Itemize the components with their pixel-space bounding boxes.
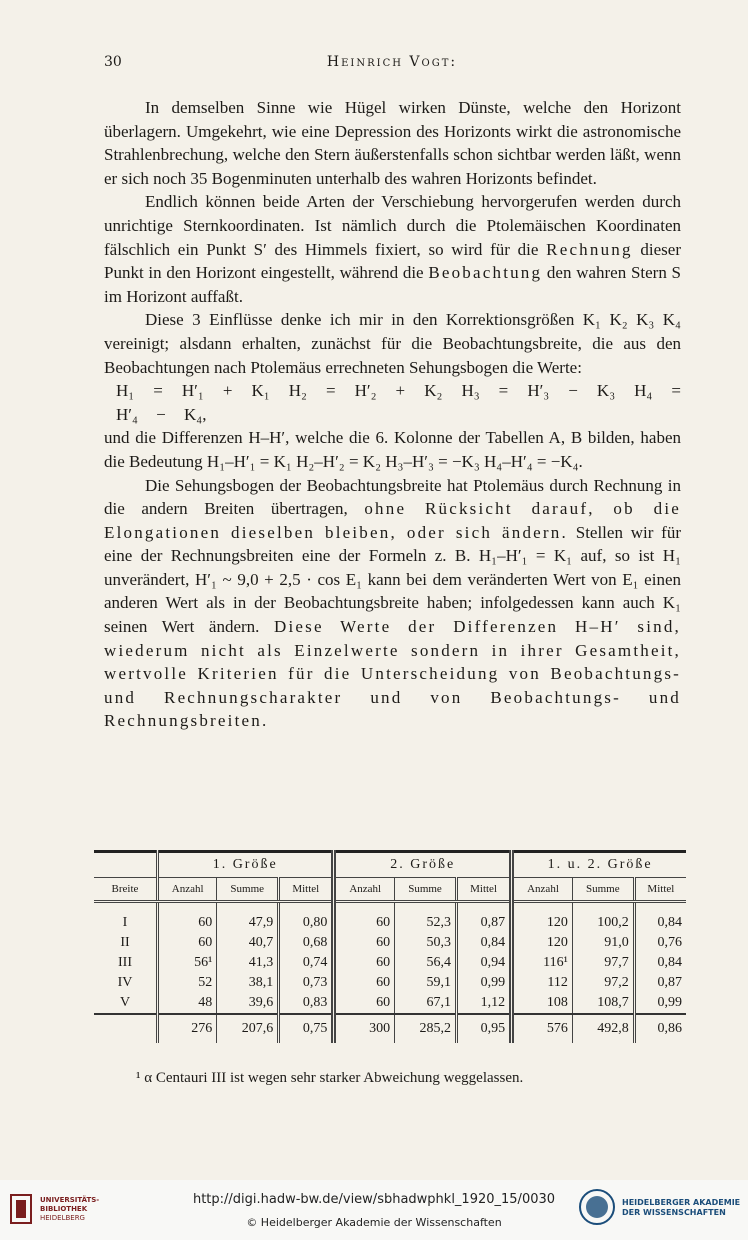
table-cell: 52 xyxy=(158,973,217,993)
table-cell xyxy=(94,1014,158,1043)
table-cell: 207,6 xyxy=(217,1014,279,1043)
table-cell: 56¹ xyxy=(158,953,217,973)
paragraph-2 xyxy=(104,190,681,308)
table-cell: 0,83 xyxy=(279,993,334,1014)
table-cell: 0,76 xyxy=(634,933,686,953)
table-column-header xyxy=(94,878,686,902)
table-cell: 97,2 xyxy=(572,973,634,993)
table-cell: 47,9 xyxy=(217,913,279,933)
table-cell: 100,2 xyxy=(572,913,634,933)
paragraph-1: In demselben Sinne wie Hügel wirken Dünste, welche den Horizont überlagern. Umgekehrt, wie eine Depression des Horizonts wirkt die astronomische Strahlenbrechung, welche den Stern äußerstenfalls schon sichtbar werden läßt, wenn er sich noch 35 Bogenminuten unterhalb des wahren Horizonts befindet. xyxy=(104,98,681,188)
p2-text-a: Endlich können beide Arten der Verschiebung hervorgerufen werden durch unrichtige Sternkoordinaten. Ist nämlich durch die Ptolemäischen Koordinaten fälschlich ein Punkt S′ des Himmels fixiert, so wird für die xyxy=(104,192,681,259)
table-cell: 276 xyxy=(158,1014,217,1043)
col-mittel-3: Mittel xyxy=(634,878,686,902)
paragraph-4: und die Differenzen H–H′, welche die 6. Kolonne der Tabellen A, B bilden, haben die Bedeutung H₁–H′₁ = K₁ H₂–H′₂ = K₂ H₃–H′₃ = −K₃ H₄–H′₄ = −K₄. xyxy=(104,428,681,471)
table-cell: 41,3 xyxy=(217,953,279,973)
table-cell: 97,7 xyxy=(572,953,634,973)
col-mittel-1: Mittel xyxy=(279,878,334,902)
table-cell: 576 xyxy=(512,1014,573,1043)
table-cell: 116¹ xyxy=(512,953,573,973)
table-cell: 60 xyxy=(334,953,395,973)
table-cell: 50,3 xyxy=(395,933,457,953)
paragraph-5 xyxy=(104,474,681,734)
library-line-2: BIBLIOTHEK xyxy=(40,1205,88,1213)
table-cell: 0,84 xyxy=(634,953,686,973)
footer-bar xyxy=(0,1180,748,1240)
table-total-row xyxy=(94,1014,686,1043)
table-cell: 38,1 xyxy=(217,973,279,993)
p5-text-b: Stellen wir für eine der Rechnungsbreiten eine der Formeln z. B. H₁–H′₁ = K₁ auf, so ist H₁ unverändert, H′₁ ~ 9,0 + 2,5 · cos E₁ kann bei dem veränderten Wert von E₁ einen anderen Wert als in der Beobachtungsbreite haben; infolgedessen kann auch K₁ seinen Wert ändern. xyxy=(104,522,682,637)
table-cell: 60 xyxy=(334,973,395,993)
table-cell: V xyxy=(119,995,131,1010)
table-group-header xyxy=(94,852,686,878)
p2-spaced-rechnung: Rechnung xyxy=(546,239,633,259)
table-cell: 59,1 xyxy=(395,973,457,993)
col-mittel-2: Mittel xyxy=(456,878,511,902)
empty-corner xyxy=(94,852,158,878)
table-cell: 0,73 xyxy=(279,973,334,993)
table-cell: 108,7 xyxy=(572,993,634,1014)
table-body xyxy=(94,913,686,1043)
table-cell: 0,80 xyxy=(279,913,334,933)
page-number: 30 xyxy=(104,54,122,70)
table-cell: 120 xyxy=(512,933,573,953)
table-cell: 285,2 xyxy=(395,1014,457,1043)
table-cell: 60 xyxy=(334,993,395,1014)
p2-spaced-beobachtung: Beobachtung xyxy=(428,263,543,283)
table-cell: 0,99 xyxy=(456,973,511,993)
col-breite: Breite xyxy=(94,878,158,902)
table-cell: 56,4 xyxy=(395,953,457,973)
col-summe-1: Summe xyxy=(217,878,279,902)
copyright-text: © Heidelberger Akademie der Wissenschaften xyxy=(246,1216,502,1229)
p5-text-a: Die Sehungsbogen der Beobachtungsbreite hat Ptolemäus durch Rechnung in die andern Breiten übertragen, xyxy=(104,475,681,519)
table-row xyxy=(94,913,686,933)
p2-text-c: den wahren Stern S im Horizont auffaßt. xyxy=(104,263,681,306)
table-cell: 40,7 xyxy=(217,933,279,953)
col-summe-3: Summe xyxy=(572,878,634,902)
table-cell: 0,94 xyxy=(456,953,511,973)
academy-line-2: DER WISSENSCHAFTEN xyxy=(622,1208,726,1217)
academy-name xyxy=(622,1198,740,1218)
table-row xyxy=(94,933,686,953)
table-cell: II xyxy=(120,935,130,950)
table-cell: 0,87 xyxy=(456,913,511,933)
group-2: 2. Größe xyxy=(334,852,512,878)
paragraph-3: Diese 3 Einflüsse denke ich mir in den Korrektionsgrößen K₁ K₂ K₃ K₄ vereinigt; alsdann erhalten, zunächst für die Beobachtungsbreite, die aus den Beobachtungen nach Ptolemäus errechneten Sehungsbogen die Werte: xyxy=(104,310,681,377)
table-cell: 60 xyxy=(334,913,395,933)
table-cell: 0,87 xyxy=(634,973,686,993)
col-summe-2: Summe xyxy=(395,878,457,902)
table-cell: IV xyxy=(117,975,133,990)
table-cell: 52,3 xyxy=(395,913,457,933)
group-3: 1. u. 2. Größe xyxy=(512,852,686,878)
p2-text-b: dieser Punkt in den Horizont eingestellt, während die xyxy=(104,239,681,283)
table-row xyxy=(94,993,686,1014)
table-cell: 112 xyxy=(512,973,573,993)
table-cell: 67,1 xyxy=(395,993,457,1014)
table-row xyxy=(94,953,686,973)
table-cell: 108 xyxy=(512,993,573,1014)
running-title: Heinrich Vogt: xyxy=(326,54,458,70)
table-cell: 0,86 xyxy=(634,1014,686,1043)
table-row xyxy=(94,973,686,993)
p5-spaced-1: ohne Rücksicht darauf, ob die Elongationen dieselben bleiben, oder sich ändern. xyxy=(104,499,681,542)
academy-seal-icon xyxy=(578,1188,616,1226)
table-cell: I xyxy=(122,915,128,930)
table-cell: 91,0 xyxy=(572,933,634,953)
library-line-1: UNIVERSITÄTS- xyxy=(40,1196,100,1204)
table-cell: 120 xyxy=(512,913,573,933)
table-cell: 0,75 xyxy=(279,1014,334,1043)
table-cell: 0,68 xyxy=(279,933,334,953)
table-cell: 60 xyxy=(158,933,217,953)
equation-line: H₁ = H′₁ + K₁ H₂ = H′₂ + K₂ H₃ = H′₃ − K₃ H₄ = H′₄ − K₄, xyxy=(116,381,681,424)
table-cell: 0,84 xyxy=(634,913,686,933)
footnote: ¹ α Centauri III ist wegen sehr starker Abweichung weggelassen. xyxy=(136,1070,524,1086)
table-cell: 39,6 xyxy=(217,993,279,1014)
col-anzahl-3: Anzahl xyxy=(512,878,573,902)
table-cell: 492,8 xyxy=(572,1014,634,1043)
table-cell: 0,84 xyxy=(456,933,511,953)
p5-spaced-2: Diese Werte der Differenzen H–H′ sind, wiederum nicht als Einzelwerte sondern in ihrer Gesamtheit, wertvolle Kriterien für die Unterscheidung von Beobachtungs- und Rechnungscharakter und von Beobachtungs- und Rechnungsbreiten. xyxy=(104,617,681,731)
spacer-row xyxy=(94,902,686,914)
library-line-3: HEIDELBERG xyxy=(40,1214,85,1222)
table-cell: 1,12 xyxy=(456,993,511,1014)
col-anzahl-1: Anzahl xyxy=(158,878,217,902)
col-anzahl-2: Anzahl xyxy=(334,878,395,902)
statistics-table xyxy=(94,850,686,1043)
body-text xyxy=(104,96,681,733)
group-1: 1. Größe xyxy=(158,852,334,878)
table-cell: 300 xyxy=(334,1014,395,1043)
source-url-link[interactable]: http://digi.hadw-bw.de/view/sbhadwphkl_1920_15/0030 xyxy=(192,1192,556,1207)
academy-line-1: HEIDELBERGER AKADEMIE xyxy=(622,1198,741,1207)
table-cell: 48 xyxy=(158,993,217,1014)
table-cell: 0,99 xyxy=(634,993,686,1014)
table-cell: 0,95 xyxy=(456,1014,511,1043)
table-cell: 0,74 xyxy=(279,953,334,973)
table-cell: 60 xyxy=(158,913,217,933)
table-cell: III xyxy=(118,955,132,970)
table-cell: 60 xyxy=(334,933,395,953)
